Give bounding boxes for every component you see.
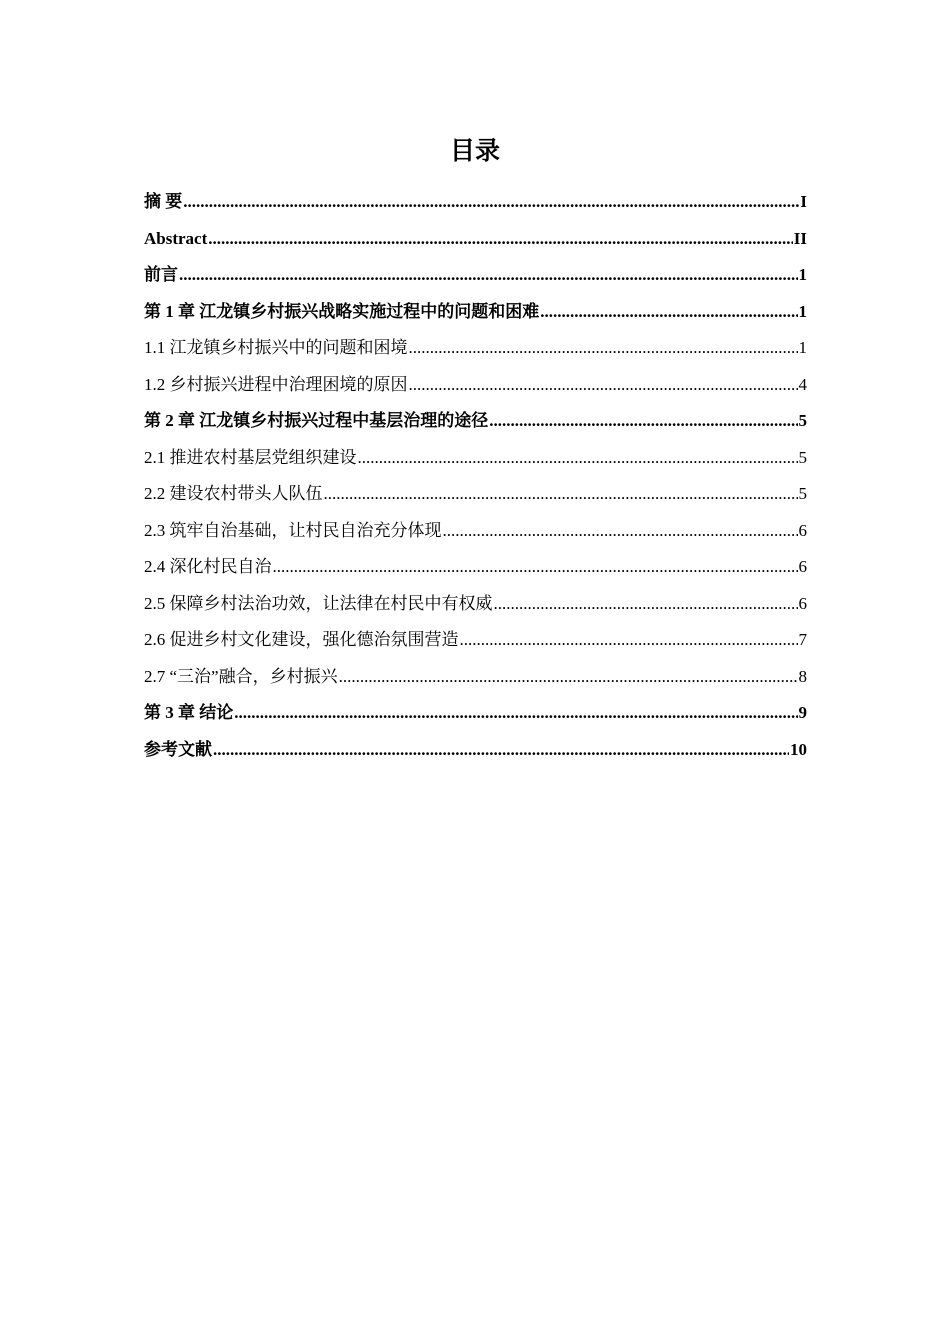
- toc-entry-page: 9: [798, 703, 807, 722]
- toc-leader-dots: [489, 403, 797, 440]
- toc-entry-page: 1: [798, 265, 807, 284]
- toc-entry-section-2-2[interactable]: [144, 476, 807, 513]
- toc-entry-section-2-7[interactable]: [144, 659, 807, 696]
- toc-entry-abstract-en[interactable]: [144, 221, 807, 258]
- toc-leader-dots: [324, 476, 798, 513]
- toc-entry-label: 2.6 促进乡村文化建设，强化德治氛围营造: [144, 630, 459, 649]
- toc-entry-label: 第 2 章 江龙镇乡村振兴过程中基层治理的途径: [144, 411, 489, 430]
- toc-entry-page: 10: [790, 739, 807, 759]
- toc-entry-references[interactable]: [144, 732, 807, 769]
- toc-entry-page: 5: [798, 484, 807, 503]
- toc-entry-section-2-3[interactable]: [144, 513, 807, 550]
- toc-entry-section-2-6[interactable]: [144, 622, 807, 659]
- toc-entry-label: 参考文献: [144, 739, 212, 759]
- toc-entry-abstract-cn[interactable]: [144, 184, 807, 221]
- toc-entry-chapter-3[interactable]: [144, 695, 807, 732]
- toc-entry-section-2-5[interactable]: [144, 586, 807, 623]
- toc-entry-chapter-1[interactable]: [144, 294, 807, 331]
- toc-entry-page: 1: [798, 301, 807, 321]
- toc-leader-dots: [213, 732, 789, 769]
- toc-leader-dots: [179, 257, 798, 294]
- toc-leader-dots: [183, 184, 799, 221]
- toc-entry-page: 6: [798, 520, 807, 540]
- toc-leader-dots: [339, 659, 798, 696]
- toc-leader-dots: [540, 294, 797, 331]
- toc-entry-label: 第 3 章 结论: [144, 703, 234, 722]
- toc-entry-section-2-4[interactable]: [144, 549, 807, 586]
- toc-entry-label: 2.3 筑牢自治基础，让村民自治充分体现: [144, 520, 442, 540]
- toc-entry-page: 1: [798, 338, 807, 357]
- toc-leader-dots: [409, 330, 798, 367]
- toc-entry-section-2-1[interactable]: [144, 440, 807, 477]
- toc-entry-page: 5: [798, 411, 807, 430]
- toc-leader-dots: [460, 622, 798, 659]
- toc-title: 目录: [449, 136, 500, 165]
- toc-leader-dots: [234, 695, 797, 732]
- toc-leader-dots: [273, 549, 798, 586]
- toc-entry-label: 1.2 乡村振兴进程中治理困境的原因: [144, 374, 408, 394]
- toc-entry-page: 8: [798, 666, 807, 686]
- toc-entry-page: 7: [798, 630, 807, 649]
- toc-entry-label: 2.5 保障乡村法治功效，让法律在村民中有权威: [144, 593, 493, 613]
- toc-entry-page: I: [800, 192, 807, 211]
- toc-entry-section-1-1[interactable]: [144, 330, 807, 367]
- toc-entry-label: 2.1 推进农村基层党组织建设: [144, 447, 357, 467]
- toc-entry-page: 4: [798, 374, 807, 394]
- toc-entry-preface[interactable]: [144, 257, 807, 294]
- toc-leader-dots: [443, 513, 798, 550]
- toc-entry-label: 2.2 建设农村带头人队伍: [144, 484, 323, 503]
- toc-entry-page: II: [793, 228, 807, 248]
- toc-entry-label: 第 1 章 江龙镇乡村振兴战略实施过程中的问题和困难: [144, 301, 540, 321]
- toc-entry-page: 6: [798, 593, 807, 613]
- toc-list: [144, 184, 807, 768]
- toc-leader-dots: [494, 586, 798, 623]
- toc-entry-label: 2.4 深化村民自治: [144, 557, 272, 576]
- toc-leader-dots: [208, 221, 793, 258]
- toc-entry-label: 摘 要: [144, 192, 183, 211]
- toc-entry-label: 1.1 江龙镇乡村振兴中的问题和困境: [144, 338, 408, 357]
- toc-entry-label: 2.7 “三治”融合，乡村振兴: [144, 666, 338, 686]
- toc-entry-page: 5: [798, 447, 807, 467]
- toc-leader-dots: [409, 367, 798, 404]
- toc-entry-chapter-2[interactable]: [144, 403, 807, 440]
- toc-entry-section-1-2[interactable]: [144, 367, 807, 404]
- toc-entry-page: 6: [798, 557, 807, 576]
- toc-entry-label: 前言: [144, 265, 178, 284]
- toc-entry-label: Abstract: [144, 228, 208, 248]
- toc-leader-dots: [358, 440, 798, 477]
